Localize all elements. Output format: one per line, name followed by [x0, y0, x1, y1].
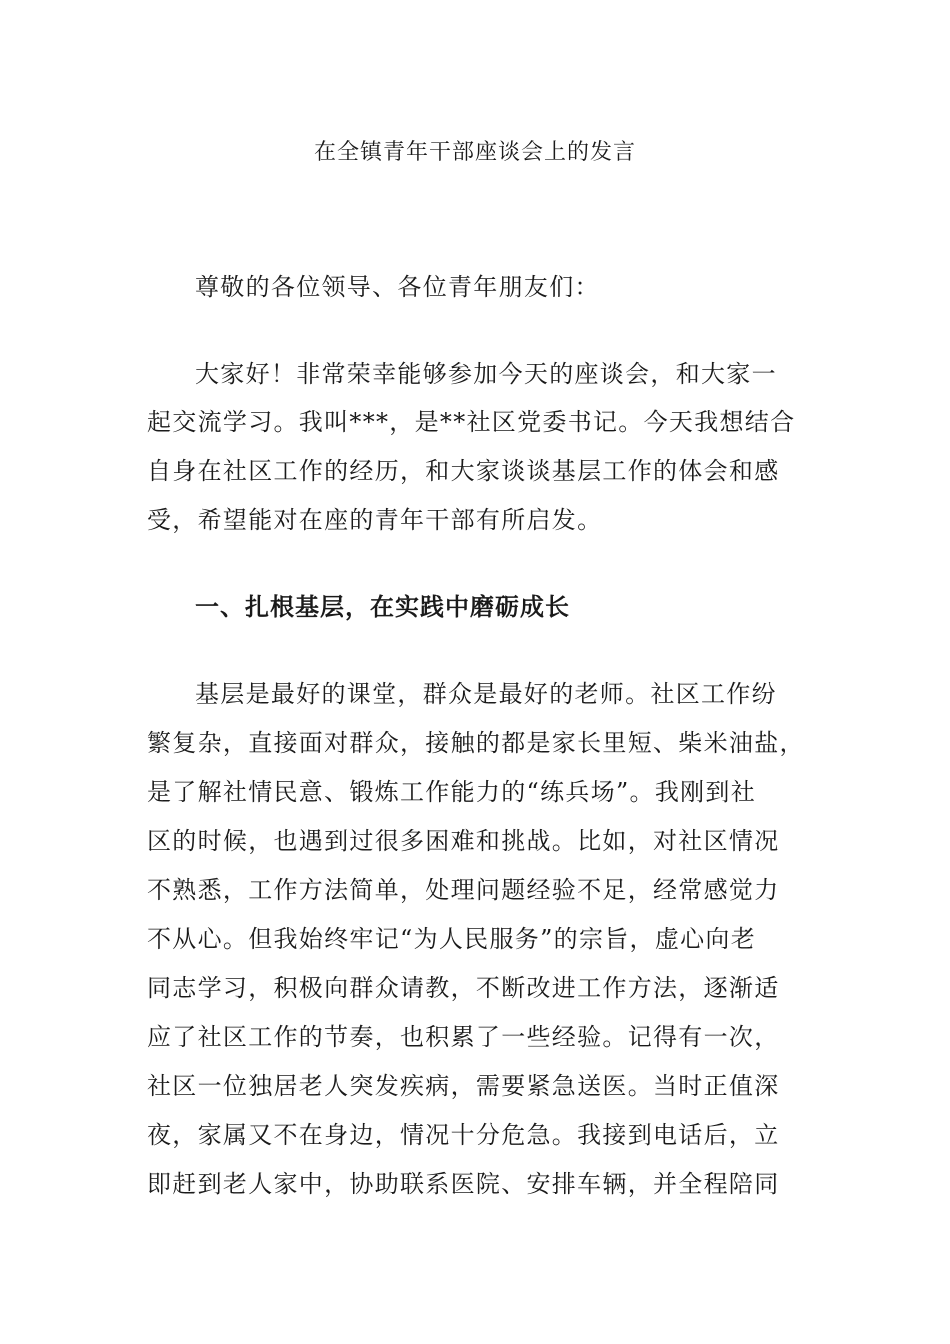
body-line: 即赶到老人家中，协助联系医院、安排车辆，并全程陪同 — [147, 1170, 780, 1198]
body-line: 应了社区工作的节奏，也积累了一些经验。记得有一次， — [147, 1023, 780, 1051]
body-line: 区的时候，也遇到过很多困难和挑战。比如，对社区情况 — [147, 827, 780, 855]
document-title: 在全镇青年干部座谈会上的发言 — [313, 140, 636, 165]
body-line: 是了解社情民意、锻炼工作能力的“练兵场”。我刚到社 — [147, 778, 757, 806]
intro-line: 自身在社区工作的经历，和大家谈谈基层工作的体会和感 — [147, 457, 780, 485]
body-line: 不从心。但我始终牢记“为人民服务”的宗旨，虚心向老 — [147, 925, 757, 953]
section-heading: 一、扎根基层，在实践中磨砺成长 — [195, 593, 570, 621]
body-line: 繁复杂，直接面对群众，接触的都是家长里短、柴米油盐， — [147, 729, 805, 757]
body-line: 不熟悉，工作方法简单，处理问题经验不足，经常感觉力 — [147, 876, 780, 904]
body-line: 夜，家属又不在身边，情况十分危急。我接到电话后，立 — [147, 1121, 780, 1149]
body-line: 基层是最好的课堂，群众是最好的老师。社区工作纷 — [195, 680, 777, 708]
body-line: 同志学习，积极向群众请教，不断改进工作方法，逐渐适 — [147, 974, 780, 1002]
salutation: 尊敬的各位领导、各位青年朋友们： — [195, 273, 600, 301]
body-line: 社区一位独居老人突发疾病，需要紧急送医。当时正值深 — [147, 1072, 780, 1100]
intro-line: 受，希望能对在座的青年干部有所启发。 — [147, 506, 603, 534]
intro-line: 大家好！非常荣幸能够参加今天的座谈会，和大家一 — [195, 360, 777, 388]
intro-line: 起交流学习。我叫***，是**社区党委书记。今天我想结合 — [147, 408, 796, 436]
